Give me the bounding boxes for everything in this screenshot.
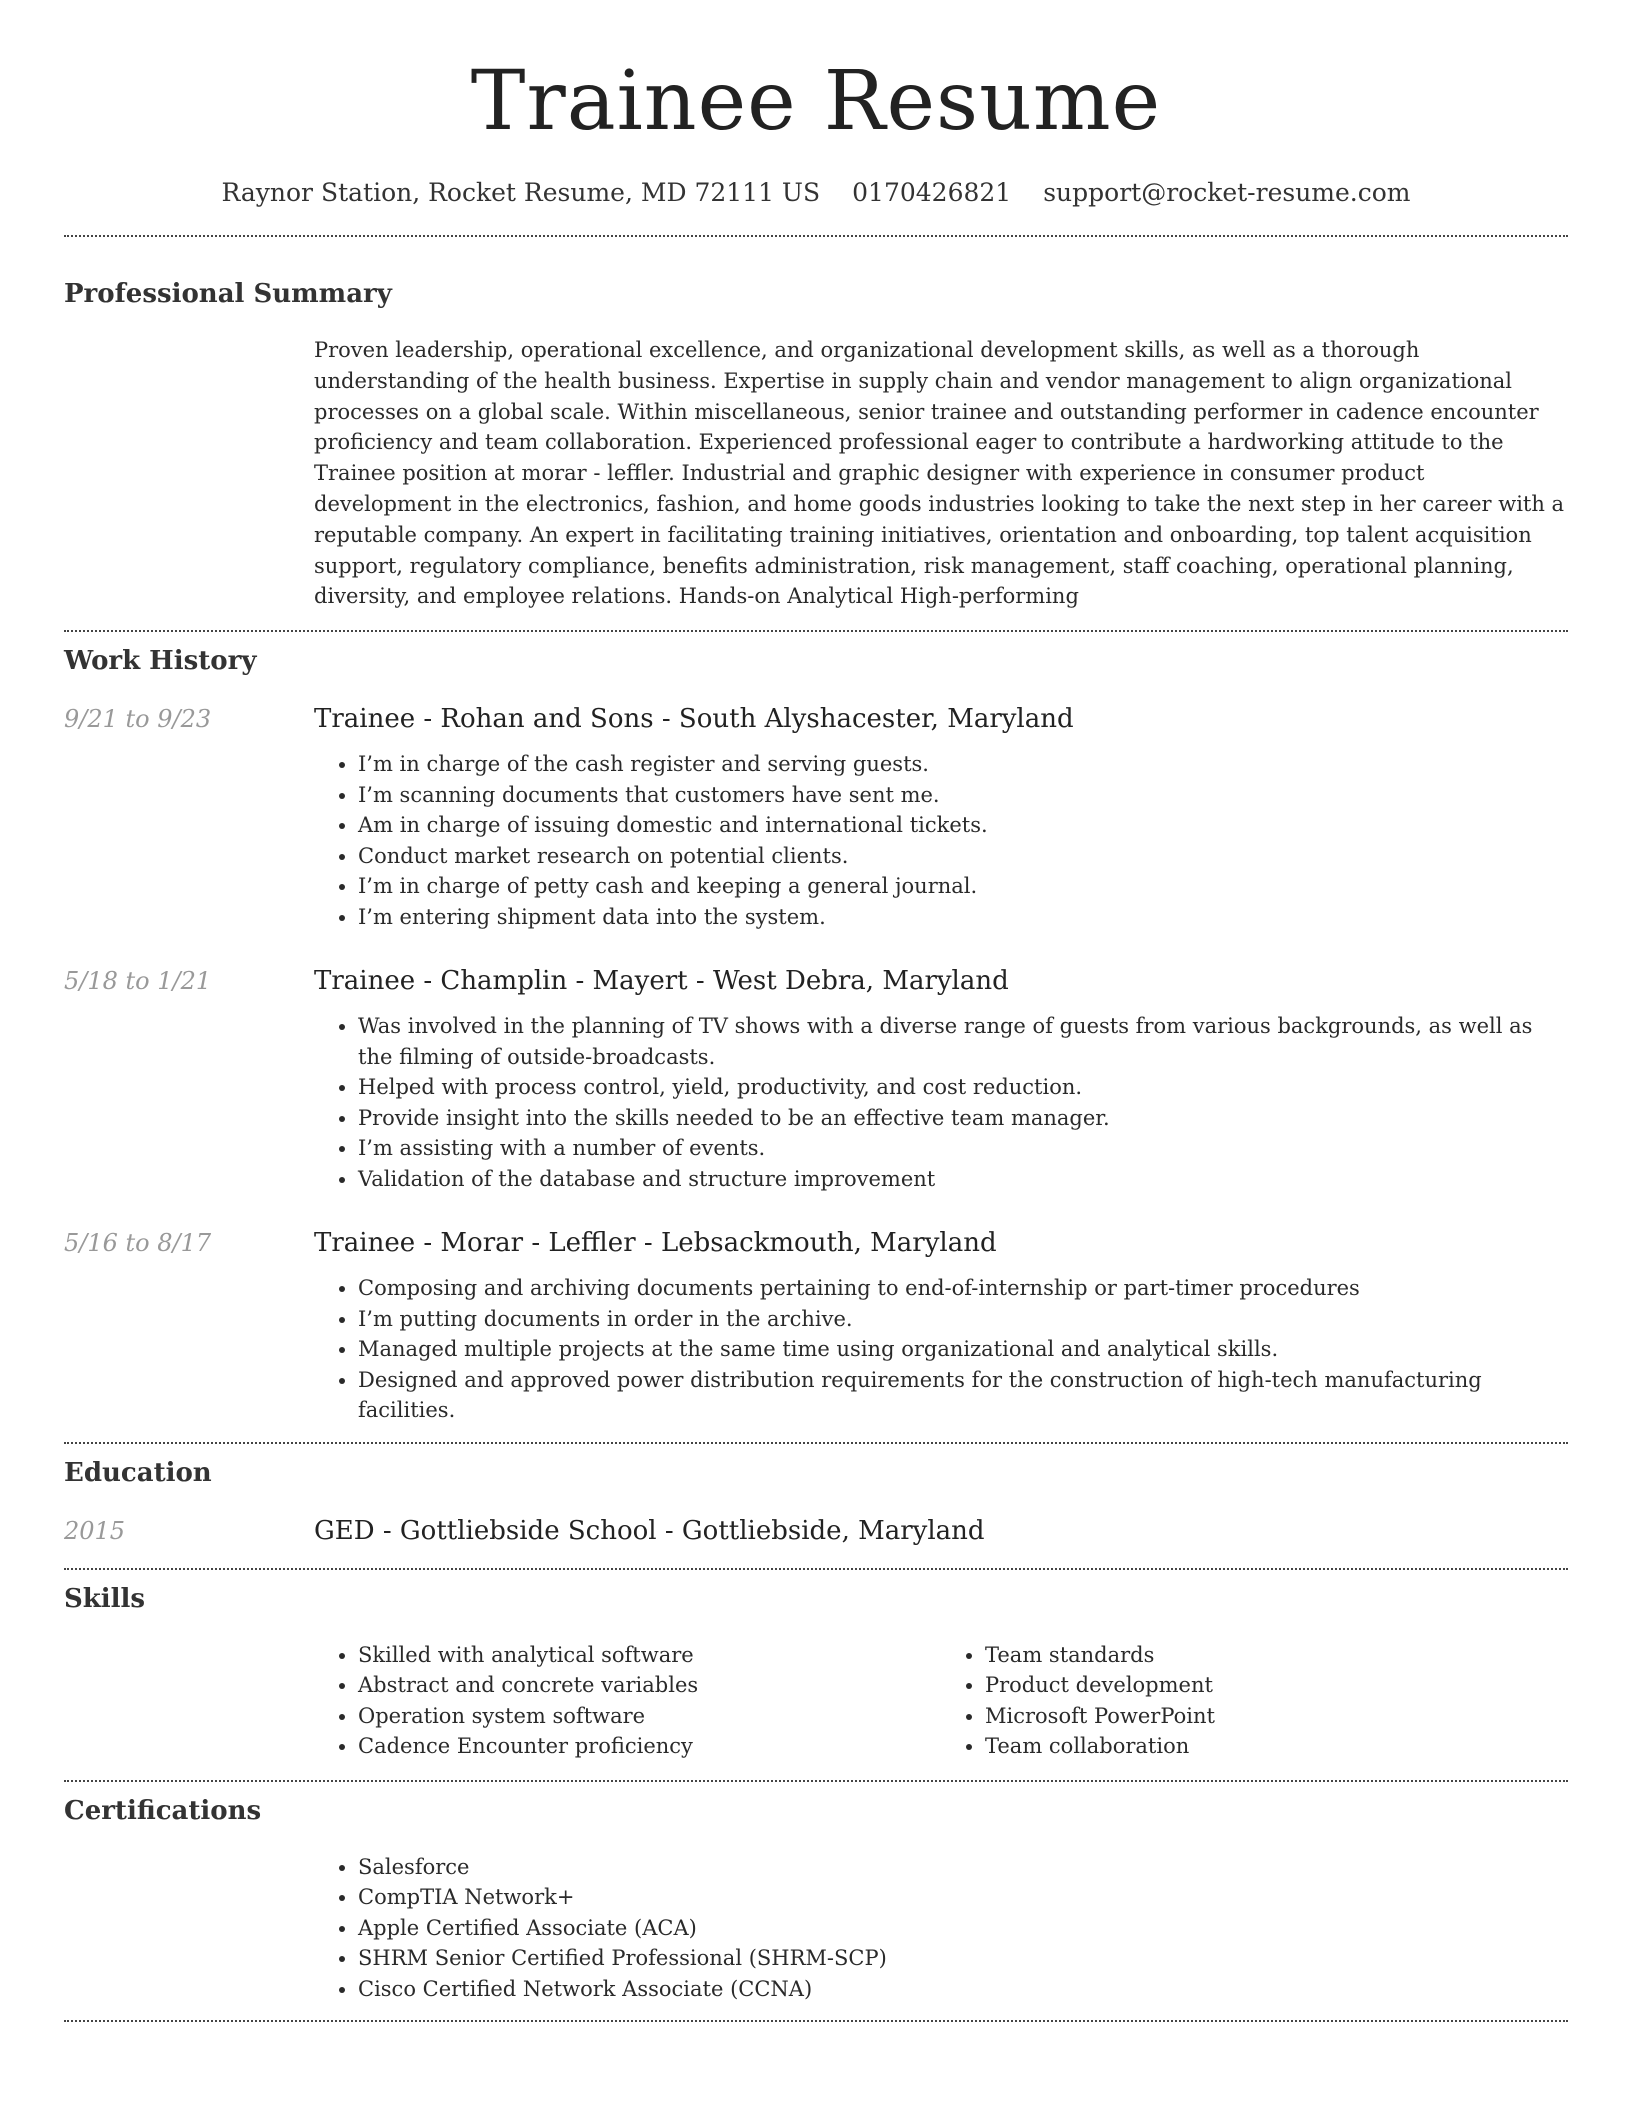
section-divider <box>64 1442 1568 1444</box>
section-title: Professional Summary <box>64 279 392 309</box>
job-title: Trainee - Rohan and Sons - South Alyshacester, Maryland <box>314 704 1074 735</box>
summary-text: Proven leadership, operational excellence, and organizational development skills, as well as a thorough understanding of the health business. Expertise in supply chain and vendor management to align organizational processes on a global scale. Within miscellaneous, senior trainee and outstanding performer in cadence encounter proficiency and team collaboration. Experienced professional eager to contribute a hardworking attitude to the Trainee position at morar - leffler. Industrial and graphic designer with experience in consumer product development in the electronics, fashion, and home goods industries looking to take the next step in her career with a reputable company. An expert in facilitating training initiatives, orientation and onboarding, top talent acquisition support, regulatory compliance, benefits administration, risk management, staff coaching, operational planning, diversity, and employee relations. Hands-on Analytical High-performing <box>314 338 1565 609</box>
skills-list-left <box>314 1640 941 1762</box>
contact-address: Raynor Station, Rocket Resume, MD 72111 US <box>221 178 821 207</box>
list-item: • I’m in charge of petty cash and keeping a general journal. <box>358 871 1568 902</box>
job-entry <box>64 964 1568 1194</box>
list-item: • Apple Certified Associate (ACA) <box>358 1913 1568 1944</box>
contact-line <box>64 178 1568 207</box>
section-divider <box>64 235 1568 237</box>
list-item: • I’m in charge of the cash register and serving guests. <box>358 749 1568 780</box>
section-title: Skills <box>64 1583 146 1614</box>
education-section <box>64 1456 1568 1548</box>
list-item: • I’m assisting with a number of events. <box>358 1133 1568 1164</box>
job-dates: 9/21 to 9/23 <box>64 705 212 734</box>
job-bullets <box>314 1011 1568 1194</box>
job-dates: 5/18 to 1/21 <box>64 967 212 996</box>
list-item: • Designed and approved power distribution requirements for the construction of high-tech manufacturing facilities. <box>358 1365 1568 1426</box>
list-item: • Microsoft PowerPoint <box>985 1701 1568 1732</box>
list-item: • Was involved in the planning of TV shows with a diverse range of guests from various backgrounds, as well as the filming of outside-broadcasts. <box>358 1011 1568 1072</box>
list-item: • Team standards <box>985 1640 1568 1671</box>
work-history-section <box>64 644 1568 1426</box>
list-item: • Salesforce <box>358 1852 1568 1883</box>
job-title: Trainee - Morar - Leffler - Lebsackmouth, Maryland <box>314 1228 997 1259</box>
resume-name: Trainee Resume <box>470 54 1162 149</box>
job-dates: 5/16 to 8/17 <box>64 1229 212 1258</box>
skills-section <box>64 1582 1568 1762</box>
section-title: Certifications <box>64 1795 262 1826</box>
job-title: Trainee - Champlin - Mayert - West Debra, Maryland <box>314 966 1009 997</box>
education-entry <box>64 1514 1568 1548</box>
list-item: • Product development <box>985 1670 1568 1701</box>
section-divider <box>64 1568 1568 1570</box>
resume-page <box>64 0 1568 2022</box>
contact-email: support@rocket-resume.com <box>1043 178 1411 207</box>
contact-phone: 0170426821 <box>852 178 1012 207</box>
list-item: • Helped with process control, yield, productivity, and cost reduction. <box>358 1072 1568 1103</box>
job-bullets <box>314 1273 1568 1426</box>
resume-header <box>64 0 1568 207</box>
certifications-list <box>314 1852 1568 2005</box>
professional-summary-section <box>64 277 1568 612</box>
skills-list-right <box>941 1640 1568 1762</box>
list-item: • Abstract and concrete variables <box>358 1670 941 1701</box>
list-item: • SHRM Senior Certified Professional (SHRM-SCP) <box>358 1943 1568 1974</box>
section-divider <box>64 1780 1568 1782</box>
skills-grid <box>314 1640 1568 1762</box>
list-item: • I’m scanning documents that customers have sent me. <box>358 780 1568 811</box>
list-item: • Provide insight into the skills needed to be an effective team manager. <box>358 1103 1568 1134</box>
list-item: • I’m putting documents in order in the archive. <box>358 1304 1568 1335</box>
list-item: • Team collaboration <box>985 1731 1568 1762</box>
list-item: • Am in charge of issuing domestic and international tickets. <box>358 810 1568 841</box>
section-divider <box>64 2020 1568 2022</box>
list-item: • Skilled with analytical software <box>358 1640 941 1671</box>
list-item: • Operation system software <box>358 1701 941 1732</box>
list-item: • Conduct market research on potential clients. <box>358 841 1568 872</box>
job-bullets <box>314 749 1568 932</box>
job-entry <box>64 702 1568 932</box>
section-title: Work History <box>64 646 257 677</box>
list-item: • Cadence Encounter proficiency <box>358 1731 941 1762</box>
list-item: • Managed multiple projects at the same time using organizational and analytical skills. <box>358 1334 1568 1365</box>
list-item: • Cisco Certified Network Associate (CCNA) <box>358 1974 1568 2005</box>
list-item: • Validation of the database and structure improvement <box>358 1164 1568 1195</box>
certifications-section <box>64 1794 1568 2005</box>
section-title: Education <box>64 1457 212 1488</box>
job-entry <box>64 1226 1568 1426</box>
education-degree: GED - Gottliebside School - Gottliebside, Maryland <box>314 1515 985 1546</box>
list-item: • Composing and archiving documents pertaining to end-of-internship or part-timer procedures <box>358 1273 1568 1304</box>
list-item: • I’m entering shipment data into the system. <box>358 902 1568 933</box>
section-divider <box>64 630 1568 632</box>
education-year: 2015 <box>64 1516 126 1545</box>
list-item: • CompTIA Network+ <box>358 1882 1568 1913</box>
